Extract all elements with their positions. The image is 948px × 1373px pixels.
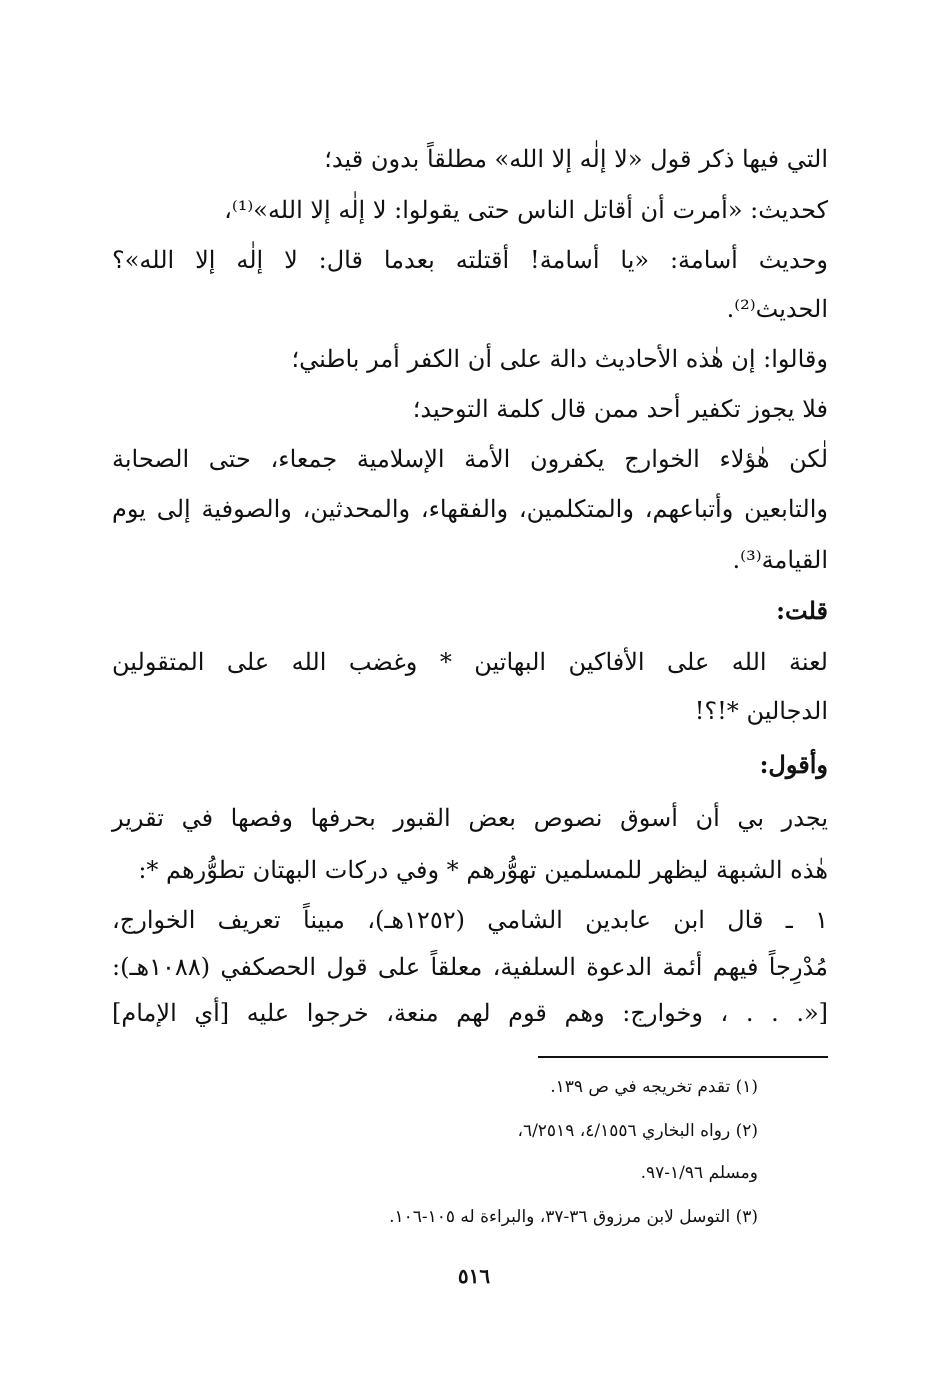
body-line: لعنة الله على الأفاكين البهاتين * وغضب الله على المتقولين — [112, 648, 828, 676]
body-line: الحديث⁽²⁾. — [726, 295, 828, 323]
body-line: يجدر بي أن أسوق نصوص بعض القبور بحرفها وفصها في تقرير — [112, 804, 828, 832]
body-line: وحديث أسامة: «يا أسامة! أقتلته بعدما قال: لا إلٰه إلا الله»؟ — [112, 246, 828, 274]
page-number: ٥١٦ — [457, 1264, 491, 1288]
body-line: الدجالين *!؟! — [694, 697, 828, 725]
body-line: كحديث: «أمرت أن أقاتل الناس حتى يقولوا: لا إلٰه إلا الله»⁽¹⁾، — [224, 196, 828, 224]
body-line: ١ ـ قال ابن عابدين الشامي (١٢٥٢هـ)، مبيناً تعريف الخوارج، — [112, 906, 829, 934]
footnote: ومسلم ١/٩٦-٩٧. — [640, 1163, 758, 1183]
body-line: [«. . . ، وخوارج: وهم قوم لهم منعة، خرجوا عليه [أي الإمام] — [112, 999, 828, 1027]
body-line: فلا يجوز تكفير أحد ممن قال كلمة التوحيد؛ — [412, 395, 828, 423]
body-line: والتابعين وأتباعهم، والمتكلمين، والفقهاء، والمحدثين، والصوفية إلى يوم — [112, 495, 828, 523]
body-line: وقالوا: إن هٰذه الأحاديث دالة على أن الكفر أمر باطني؛ — [291, 345, 828, 373]
body-line: القيامة⁽³⁾. — [732, 546, 828, 574]
footnote: (١) تقدم تخريجه في ص ١٣٩. — [550, 1077, 758, 1097]
body-line: مُدْرِجاً فيهم أئمة الدعوة السلفية، معلقاً على قول الحصكفي (١٠٨٨هـ): — [112, 953, 828, 981]
section-heading: وأقول: — [759, 750, 828, 779]
footnote: (٢) رواه البخاري ٤/١٥٥٦، ٦/٢٥١٩، — [517, 1121, 758, 1141]
body-line: التي فيها ذكر قول «لا إلٰه إلا الله» مطلقاً بدون قيد؛ — [324, 145, 828, 173]
body-line: لٰكن هٰؤلاء الخوارج يكفرون الأمة الإسلامية جمعاء، حتى الصحابة — [112, 445, 828, 473]
footnote-divider — [538, 1056, 828, 1058]
section-heading: قلت: — [776, 596, 828, 625]
footnote: (٣) التوسل لابن مرزوق ٣٦-٣٧، والبراءة له ١٠٥-١٠٦. — [389, 1207, 758, 1227]
body-line: هٰذه الشبهة ليظهر للمسلمين تهوُّرهم * وفي دركات البهتان تطوُّرهم *: — [138, 856, 828, 884]
